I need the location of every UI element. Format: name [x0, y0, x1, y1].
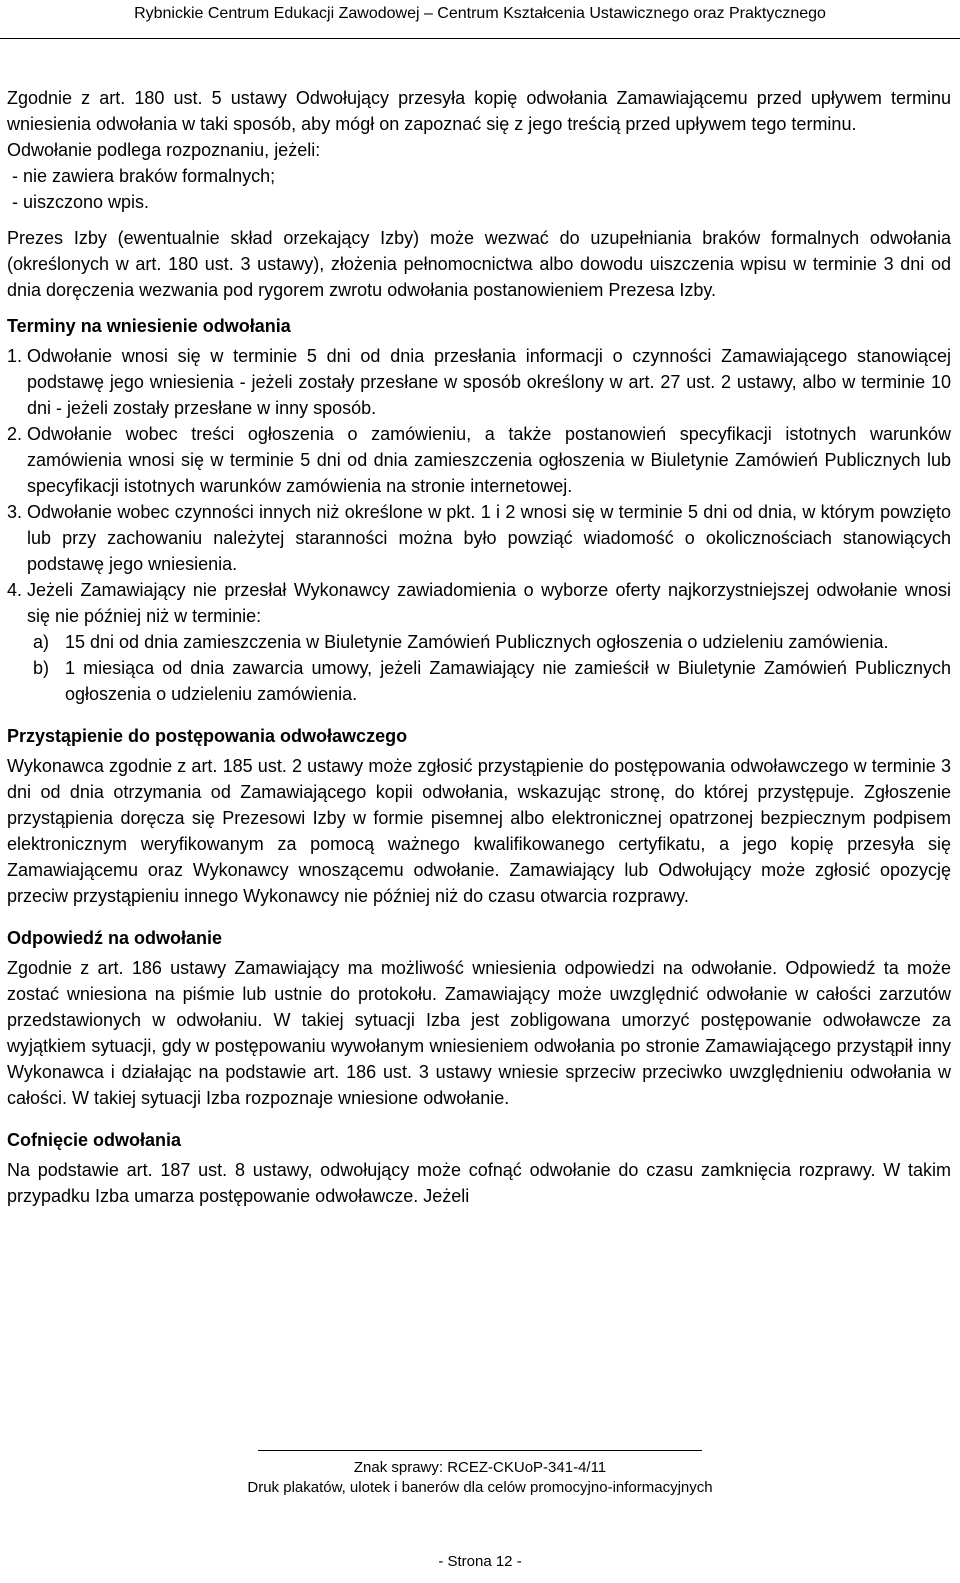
list-item-number: 2.: [7, 424, 23, 444]
list-item-number: 3.: [7, 502, 23, 522]
page-number: - Strona 12 -: [438, 1553, 522, 1570]
sub-list-item-text: 1 miesiąca od dnia zawarcia umowy, jeżeli Zamawiający nie zamieścił w Biuletynie Zamówień Publicznych ogłoszenia o udzieleniu zamówienia.: [65, 658, 951, 704]
paragraph-copy-to-contracting-authority: Zgodnie z art. 180 ust. 5 ustawy Odwołujący przesyła kopię odwołania Zamawiającemu przed upływem terminu wniesienia odwołania w taki sposób, aby mógł on zapoznać się z jego treścią przed upływem tego terminu.: [7, 88, 951, 134]
page-header: [0, 0, 960, 39]
header-title: Rybnickie Centrum Edukacji Zawodowej – Centrum Kształcenia Ustawicznego oraz Praktycznego: [134, 5, 826, 22]
list-item: [7, 421, 951, 499]
list-item-number: 4.: [7, 580, 23, 600]
heading-joining-proceedings: Przystąpienie do postępowania odwoławczego: [7, 726, 408, 746]
list-item: [7, 343, 951, 421]
list-item-text: Odwołanie wobec treści ogłoszenia o zamówieniu, a także postanowień specyfikacji istotnych warunków zamówienia wnosi się w terminie 5 dni od dnia zamieszczenia ogłoszenia w Biuletynie Zamówień Publicznych lub specyfikacji istotnych warunków zamówienia na stronie internetowej.: [27, 424, 951, 496]
condition-item-formal: - nie zawiera braków formalnych;: [12, 166, 276, 186]
sub-list-item-text: 15 dni od dnia zamieszczenia w Biuletynie Zamówień Publicznych ogłoszenia o udzieleniu zamówienia.: [65, 632, 889, 652]
paragraph-withdrawal: Na podstawie art. 187 ust. 8 ustawy, odwołujący może cofnąć odwołanie do czasu zamknięcia rozprawy. W takim przypadku Izba umarza postępowanie odwoławcze. Jeżeli: [7, 1160, 951, 1206]
list-item-text: Odwołanie wnosi się w terminie 5 dni od dnia przesłania informacji o czynności Zamawiającego stanowiącej podstawę jego wniesienia - jeżeli zostały przesłane w sposób określony w art. 27 ust. 2 ustawy, albo w terminie 10 dni - jeżeli zostały przesłane w inny sposób.: [27, 346, 951, 418]
sub-list-item: [7, 655, 951, 707]
list-item: [7, 499, 951, 577]
footer-case-number: Znak sprawy: RCEZ-CKUoP-341-4/11: [353, 1459, 607, 1476]
condition-item-fee: - uiszczono wpis.: [12, 192, 150, 212]
heading-withdrawal: Cofnięcie odwołania: [7, 1130, 182, 1150]
footer-note: Druk plakatów, ulotek i banerów dla celów promocyjno-informacyjnych: [247, 1479, 713, 1496]
sub-list-item-letter: b): [33, 658, 50, 678]
paragraph-conditions-intro: Odwołanie podlega rozpoznaniu, jeżeli:: [7, 140, 321, 160]
list-item: [7, 577, 951, 629]
list-item-text: Odwołanie wobec czynności innych niż określone w pkt. 1 i 2 wnosi się w terminie 5 dni od dnia, w którym powzięto lub przy zachowaniu należytej staranności można było powziąć wiadomość o okolicznościach stanowiących podstawę jego wniesienia.: [27, 502, 951, 574]
paragraph-response-to-appeal: Zgodnie z art. 186 ustawy Zamawiający ma możliwość wniesienia odpowiedzi na odwołanie. Odpowiedź ta może zostać wniesiona na piśmie lub ustnie do protokołu. Zamawiający może uwzględnić odwołanie w całości zarzutów przedstawionych w odwołaniu. W takiej sytuacji Izba jest zobligowana umorzyć postępowanie odwoławcze za wyjątkiem sytuacji, gdy w postępowaniu wywołanym wniesieniem odwołania po stronie Zamawiającego przystąpił inny Wykonawca i działając na podstawie art. 186 ust. 3 ustawy wniesie sprzeciw przeciwko uwzględnieniu odwołania w całości. W takiej sytuacji Izba rozpoznaje wniesione odwołanie.: [7, 958, 951, 1108]
document-body: [7, 85, 951, 1209]
page-footer: [0, 1458, 960, 1498]
paragraph-joining-proceedings: Wykonawca zgodnie z art. 185 ust. 2 ustawy może zgłosić przystąpienie do postępowania odwoławczego w terminie 3 dni od dnia otrzymania od Zamawiającego kopii odwołania, wskazując stronę, do której przystępuje. Zgłoszenie przystąpienia doręcza się Prezesowi Izby w formie pisemnej albo elektronicznej opatrzonej bezpiecznym podpisem elektronicznym weryfikowanym za pomocą ważnego kwalifikowanego certyfikatu, a jego kopię przesyła się Zamawiającemu oraz Wykonawcy wnoszącemu odwołanie. Zamawiający lub Odwołujący może zgłosić opozycję przeciw przystąpieniu innego Wykonawcy nie później niż do czasu otwarcia rozprawy.: [7, 756, 951, 906]
heading-response-to-appeal: Odpowiedź na odwołanie: [7, 928, 223, 948]
list-item-text: Jeżeli Zamawiający nie przesłał Wykonawcy zawiadomienia o wyborze oferty najkorzystniejszej odwołanie wnosi się nie później niż w terminie:: [27, 580, 951, 626]
paragraph-formal-deficiencies: Prezes Izby (ewentualnie skład orzekający Izby) może wezwać do uzupełniania braków formalnych odwołania (określonych w art. 180 ust. 3 ustawy), złożenia pełnomocnictwa albo dowodu uiszczenia wpisu w terminie 3 dni od dnia doręczenia wezwania pod rygorem zwrotu odwołania postanowieniem Prezesa Izby.: [7, 228, 951, 300]
sub-list-item-letter: a): [33, 632, 50, 652]
heading-appeal-deadlines: Terminy na wniesienie odwołania: [7, 316, 291, 336]
sub-list-item: [7, 629, 951, 655]
footer-divider: [258, 1450, 702, 1451]
list-item-number: 1.: [7, 346, 23, 366]
